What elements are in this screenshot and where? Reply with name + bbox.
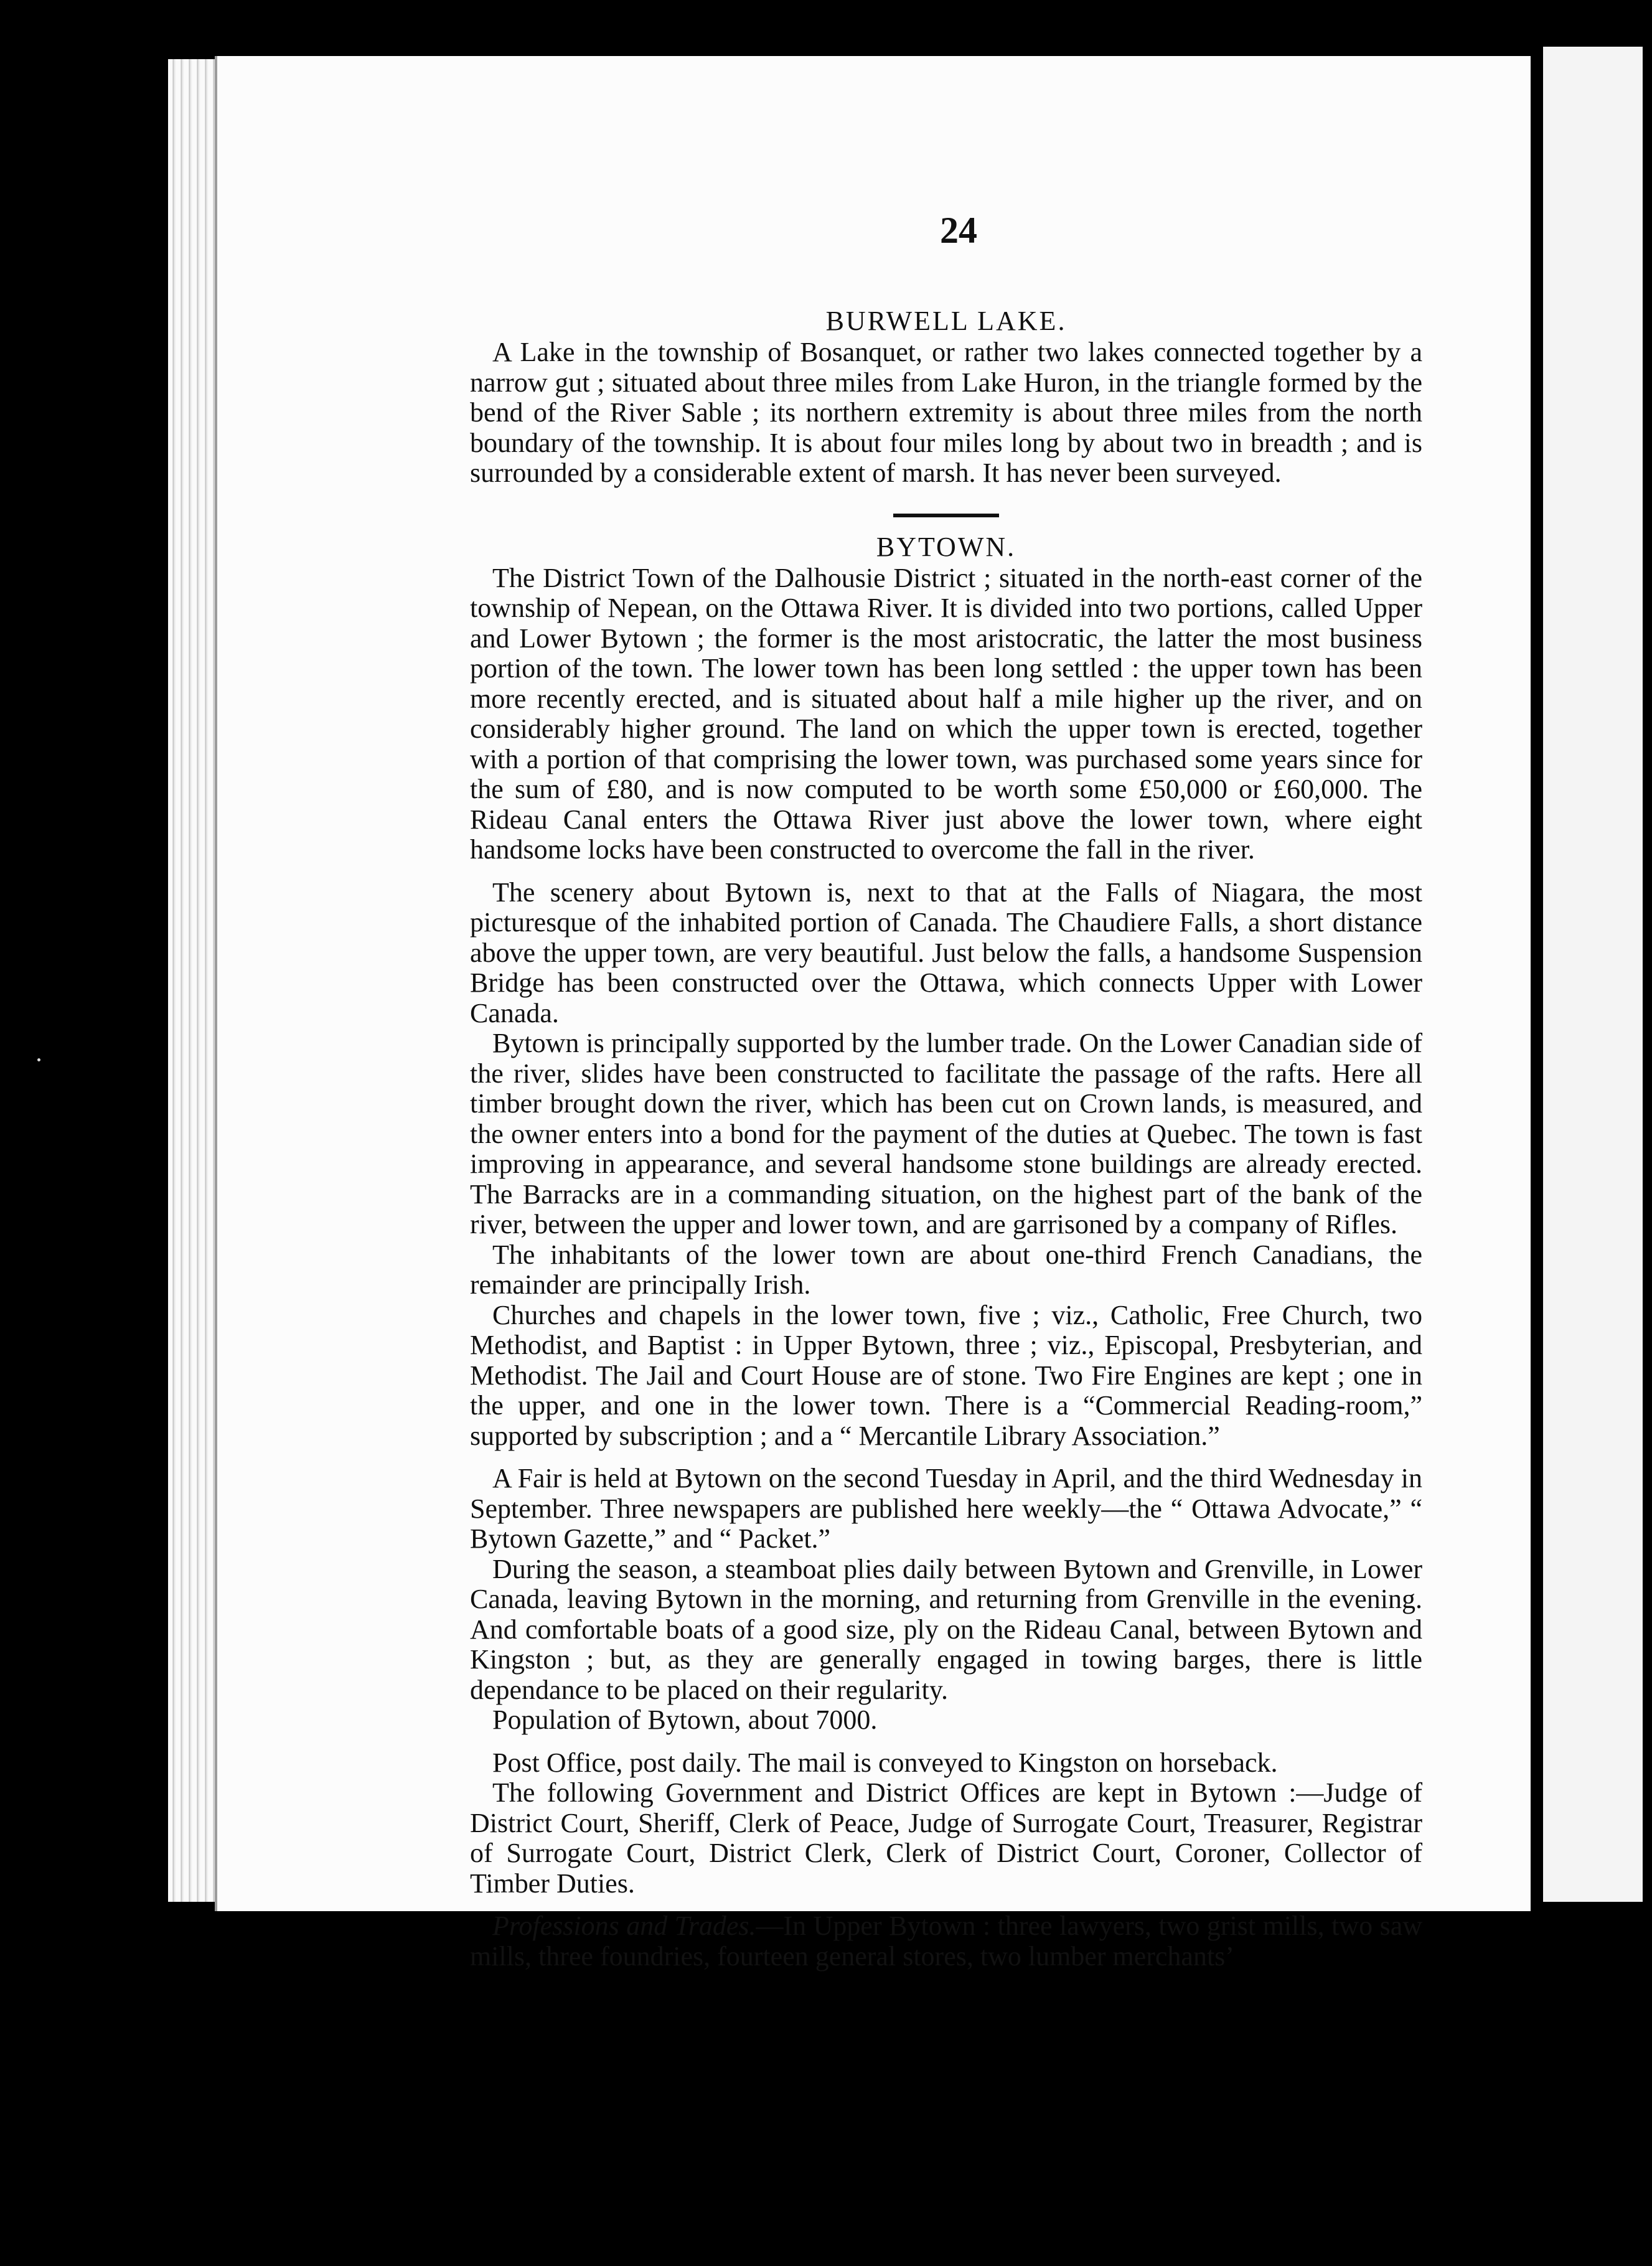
- paragraph-bytown-inhabitants: The inhabitants of the lower town are about one-third French Canadians, the remainder are principally Irish.: [470, 1239, 1422, 1300]
- scan-speck: [37, 1058, 40, 1061]
- paragraph-bytown-steamboat: During the season, a steamboat plies daily between Bytown and Grenville, in Lower Canada, leaving Bytown in the morning, and returning from Grenville in the evening. And comfortable boats of a good size, ply on the Rideau Canal, between Bytown and Kingston ; but, as they are generally engaged in towing barges, there is little dependance to be placed on their regularity.: [470, 1553, 1422, 1705]
- page-number: 24: [940, 210, 977, 251]
- paragraph-bytown-post-office: Post Office, post daily. The mail is conveyed to Kingston on horseback.: [492, 1747, 1278, 1778]
- section-divider: [893, 514, 999, 517]
- paragraph-bytown-offices: The following Government and District Offices are kept in Bytown :—Judge of District Court, Sheriff, Clerk of Peace, Judge of Surrogate Court, Treasurer, Registrar of Surrogate Court, District Clerk, Clerk of District Court, Coroner, Collector of Timber Duties.: [470, 1777, 1422, 1899]
- section-heading-bytown: BYTOWN.: [876, 531, 1016, 562]
- paragraph-bytown-scenery: The scenery about Bytown is, next to that at the Falls of Niagara, the most picturesque of the inhabited portion of Canada. The Chaudiere Falls, a short distance above the upper town, are very beautiful. Just below the falls, a handsome Suspension Bridge has been constructed over the Ottawa, which connects Upper with Lower Canada.: [470, 877, 1422, 1028]
- section-heading-burwell-lake: BURWELL LAKE.: [825, 306, 1067, 336]
- paragraph-bytown-professions: [470, 1911, 1422, 1972]
- professions-label: Professions and Trades.: [492, 1911, 756, 1941]
- paragraph-bytown-location: The District Town of the Dalhousie District ; situated in the north-east corner of the township of Nepean, on the Ottawa River. It is divided into two portions, called Upper and Lower Bytown ; the former is the most aristocratic, the latter the most business portion of the town. The lower town has been long settled : the upper town has been more recently erected, and is situated about half a mile higher up the river, and on considerably higher ground. The land on which the upper town is erected, together with a portion of that comprising the lower town, was purchased some years since for the sum of £80, and is now computed to be worth some £50,000 or £60,000. The Rideau Canal enters the Ottawa River just above the lower town, where eight handsome locks have been constructed to overcome the fall in the river.: [470, 562, 1422, 865]
- paragraph-bytown-fair: A Fair is held at Bytown on the second Tuesday in April, and the third Wednesday in September. Three newspapers are published here weekly—the “ Ottawa Advocate,” “ Bytown Gazette,” and “ Packet.”: [470, 1463, 1422, 1554]
- paragraph-bytown-population: Population of Bytown, about 7000.: [492, 1704, 878, 1735]
- professions-text: —In Upper Bytown : three lawyers, two grist mills, two saw mills, three foundries, fourteen general stores, two lumber merchants’: [470, 1911, 1422, 1972]
- paragraph-bytown-lumber: Bytown is principally supported by the lumber trade. On the Lower Canadian side of the river, slides have been constructed to facilitate the passage of the rafts. Here all timber brought down the river, which has been cut on Crown lands, is measured, and the owner enters into a bond for the payment of the duties at Quebec. The town is fast improving in appearance, and several handsome stone buildings are already erected. The Barracks are in a commanding situation, on the highest part of the bank of the river, between the upper and lower town, and are garrisoned by a company of Rifles.: [470, 1028, 1422, 1239]
- page-content: [470, 212, 1422, 1972]
- facing-page-edge: [1534, 47, 1643, 1902]
- paragraph-bytown-churches: Churches and chapels in the lower town, five ; viz., Catholic, Free Church, two Methodist, and Baptist : in Upper Bytown, three ; viz., Episcopal, Presbyterian, and Methodist. The Jail and Court House are of stone. Two Fire Engines are kept ; one in the upper, and one in the lower town. There is a “Commercial Reading-room,” supported by subscription ; and a “ Mercantile Library Association.”: [470, 1299, 1422, 1451]
- paragraph-burwell-lake: A Lake in the township of Bosanquet, or rather two lakes connected together by a narrow gut ; situated about three miles from Lake Huron, in the triangle formed by the bend of the River Sable ; its northern extremity is about three miles from the north boundary of the township. It is about four miles long by about two in breadth ; and is surrounded by a considerable extent of marsh. It has never been surveyed.: [470, 337, 1422, 488]
